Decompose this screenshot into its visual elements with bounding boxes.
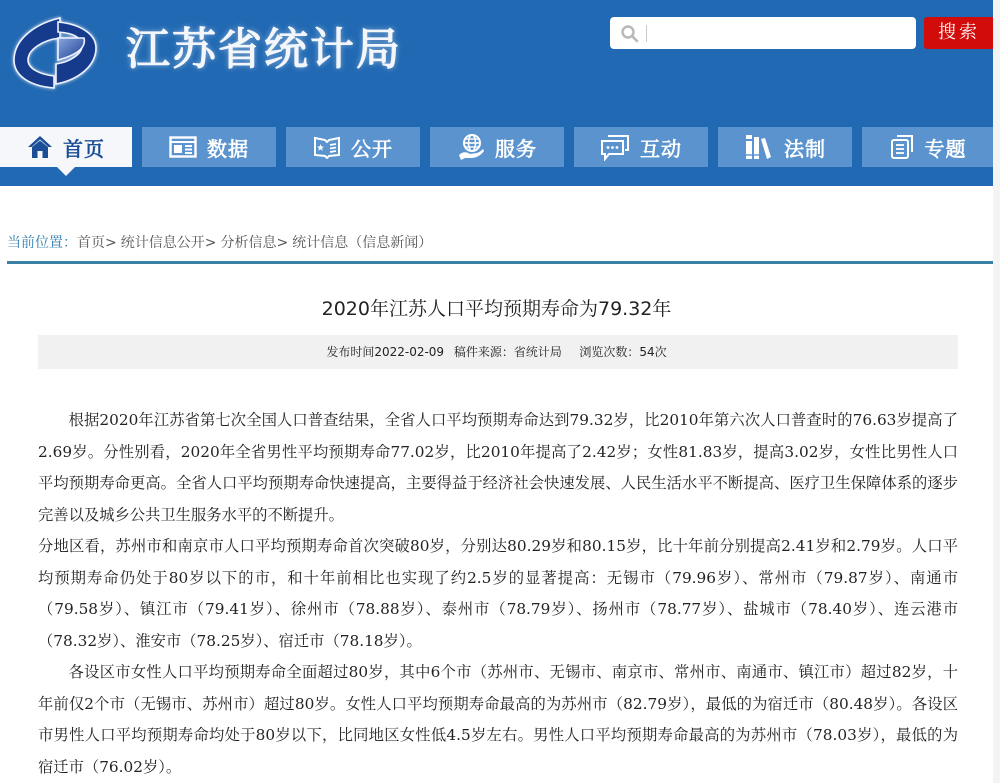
breadcrumb-separator: >: [204, 235, 217, 251]
nav-item-home[interactable]: [0, 127, 132, 167]
breadcrumb-item-stat-news[interactable]: 统计信息（信息新闻）: [292, 235, 433, 251]
search-button[interactable]: 搜索: [924, 17, 994, 49]
source-label: 稿件来源：: [453, 345, 514, 359]
nav-label: 服务: [495, 136, 537, 161]
bureau-logo-icon[interactable]: [8, 8, 100, 96]
breadcrumb-item-home[interactable]: 首页: [77, 235, 105, 251]
article-paragraph: 根据2020年江苏省第七次全国人口普查结果，全省人口平均预期寿命达到79.32岁，比2010年第六次人口普查时的76.63岁提高了2.69岁。分性别看，2020年全省男性平均预期寿命77.02岁，比2010年提高了2.42岁；女性81.83岁，提高3.02岁，女性比男性人口平均预期寿命更高。全省人口平均预期寿命快速提高，主要得益于经济社会快速发展、人民生活水平不断提高、医疗卫生保障体系的逐步完善以及城乡公共卫生服务水平的不断提升。: [38, 411, 958, 524]
site-title[interactable]: 江苏省统计局: [126, 24, 402, 75]
nav-item-topic[interactable]: [862, 127, 993, 167]
publish-label: 发布时间: [326, 345, 375, 359]
nav-label: 公开: [351, 136, 393, 161]
breadcrumb: [7, 232, 432, 252]
document-stack-icon: [889, 134, 915, 160]
nav-label: 首页: [63, 136, 105, 161]
breadcrumb-item-analysis[interactable]: 分析信息: [220, 235, 277, 251]
data-panel-icon: [169, 136, 197, 158]
active-nav-pointer: [57, 167, 75, 176]
source-value: 省统计局: [513, 345, 562, 359]
text-caret: [646, 25, 647, 42]
main-nav: [0, 127, 993, 170]
open-book-star-icon: [313, 135, 341, 159]
article-meta-bar: [38, 335, 958, 369]
search-icon: [620, 24, 640, 44]
nav-item-law[interactable]: [718, 127, 852, 167]
breadcrumb-divider: [7, 261, 993, 264]
globe-hand-icon: [457, 133, 485, 161]
chat-bubbles-icon: [600, 133, 630, 161]
nav-label: 专题: [924, 136, 967, 161]
search-input[interactable]: [650, 17, 910, 49]
article-title: 2020年江苏人口平均预期寿命为79.32年: [321, 298, 672, 320]
nav-label: 法制: [784, 136, 826, 161]
nav-item-interact[interactable]: [574, 127, 708, 167]
breadcrumb-label: 当前位置：: [7, 235, 77, 251]
article-paragraph: 各设区市女性人口平均预期寿命全面超过80岁，其中6个市（苏州市、无锡市、南京市、常州市、南通市、镇江市）超过82岁，十年前仅2个市（无锡市、苏州市）超过80岁。女性人口平均预期寿命最高的为苏州市（82.79岁），最低的为宿迁市（80.48岁）。各设区市男性人口平均预期寿命均处于80岁以下，比同地区女性低4.5岁左右。男性人口平均预期寿命最高的为苏州市（78.03岁），最低的为宿迁市（76.02岁）。: [38, 663, 958, 776]
books-icon: [744, 133, 774, 161]
views-label: 浏览次数：: [579, 345, 640, 359]
nav-item-service[interactable]: [430, 127, 564, 167]
breadcrumb-item-stat-info-public[interactable]: 统计信息公开: [120, 235, 205, 251]
breadcrumb-separator: >: [276, 235, 289, 251]
nav-item-open[interactable]: [286, 127, 420, 167]
home-icon: [27, 135, 53, 159]
nav-label: 数据: [207, 136, 249, 161]
article-paragraph: 分地区看，苏州市和南京市人口平均预期寿命首次突破80岁，分别达80.29岁和80.15岁，比十年前分别提高2.41岁和2.79岁。人口平均预期寿命仍处于80岁以下的市，和十年前相比也实现了约2.5岁的显著提高：无锡市（79.96岁）、常州市（79.87岁）、南通市（79.58岁）、镇江市（79.41岁）、徐州市（78.88岁）、泰州市（78.79岁）、扬州市（78.77岁）、盐城市（78.40岁）、连云港市（78.32岁）、淮安市（78.25岁）、宿迁市（78.18岁）。: [38, 537, 958, 650]
page-edge: [993, 0, 1000, 783]
search-box[interactable]: [610, 17, 916, 49]
publish-date: 2022-02-09: [374, 345, 445, 359]
article-body: [38, 405, 958, 783]
nav-label: 互动: [640, 136, 682, 161]
breadcrumb-separator: >: [105, 235, 117, 251]
nav-item-data[interactable]: [142, 127, 276, 167]
views-count: 54次: [639, 345, 667, 359]
site-header: [0, 0, 993, 186]
